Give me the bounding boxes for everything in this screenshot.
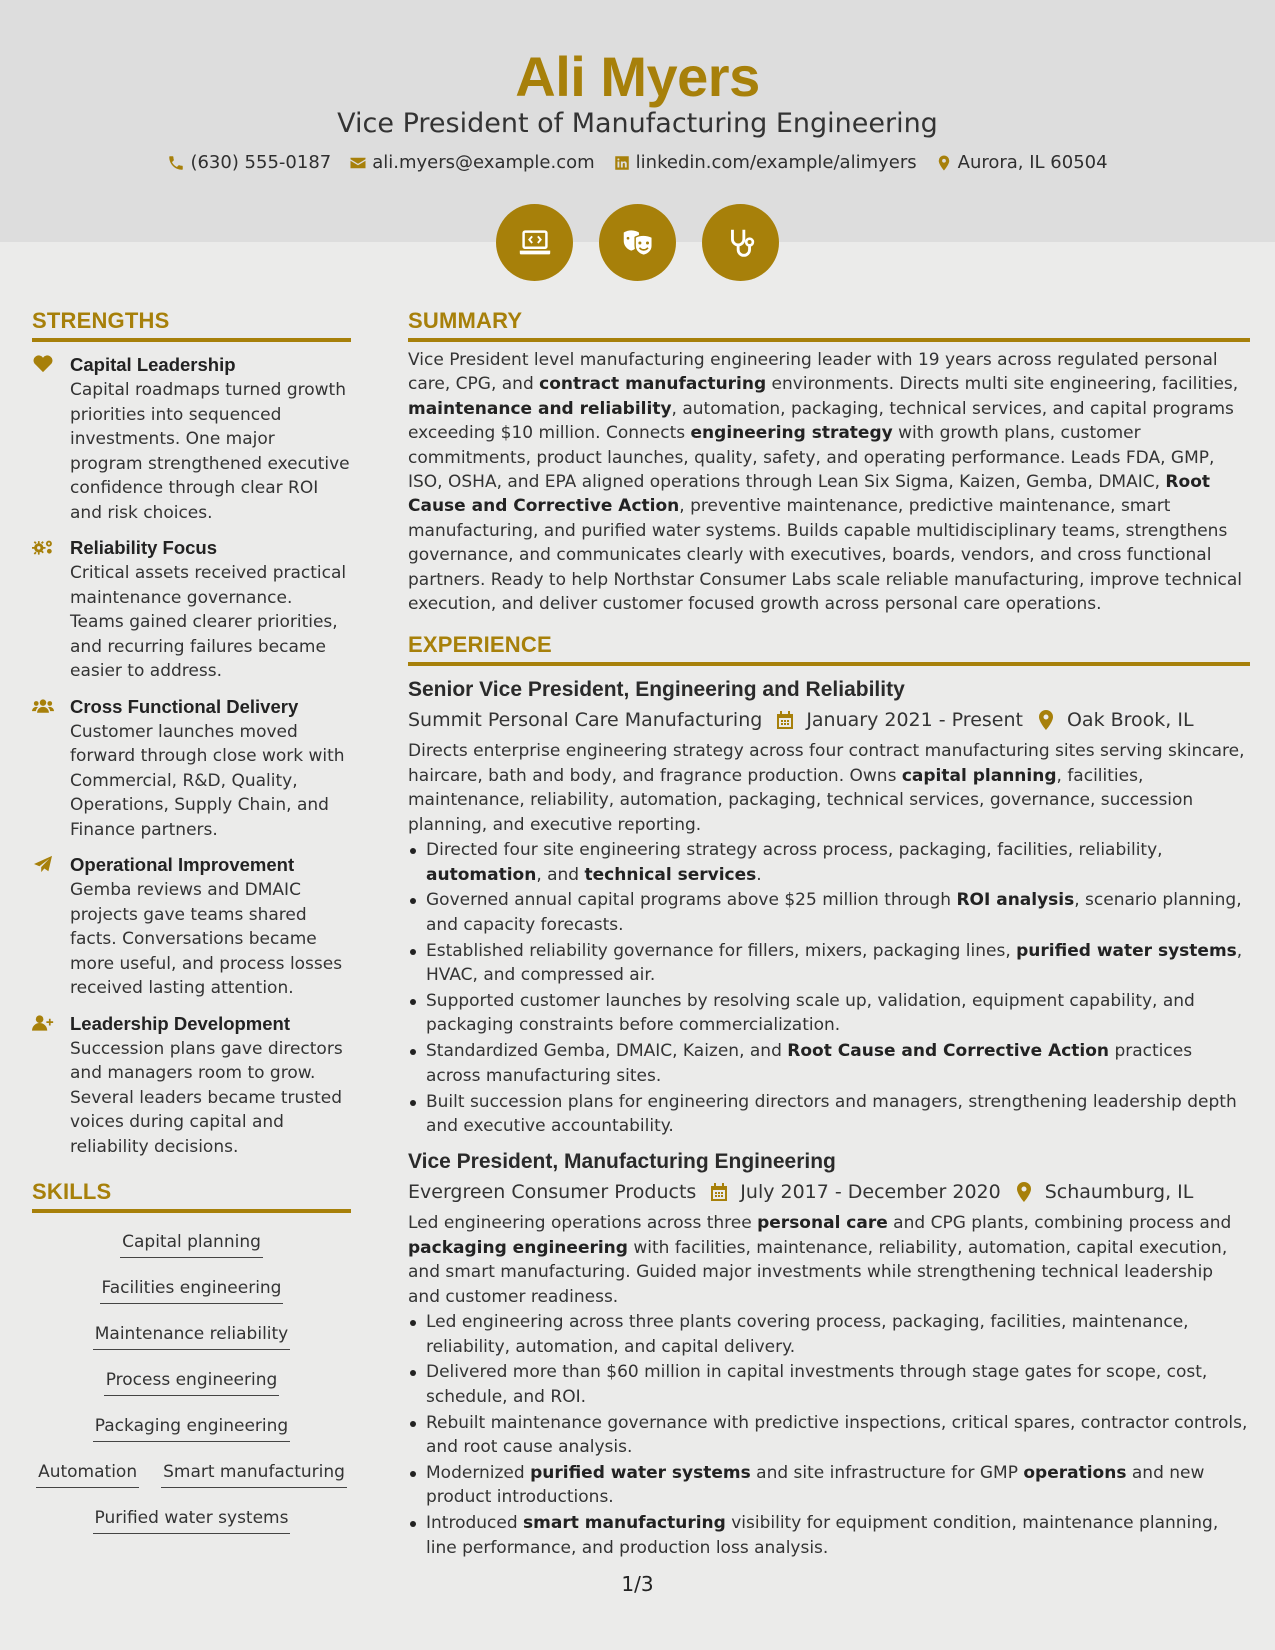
strength-title: Reliability Focus: [70, 537, 218, 558]
contact-email[interactable]: [349, 152, 594, 173]
interest-icons: [0, 204, 1275, 281]
strength-desc: Gemba reviews and DMAIC projects gave teams shared facts. Conversations became more useful, and process losses received lasting attention.: [70, 880, 343, 998]
strength-item: [32, 352, 351, 525]
paper-plane-icon: [32, 852, 58, 1001]
bullet-item: Modernized purified water systems and site infrastructure for GMP operations and new product introductions.: [408, 1461, 1250, 1510]
bullet-item: Built succession plans for engineering directors and managers, strengthening leadership depth and executive accountability.: [408, 1090, 1250, 1139]
strength-title: Leadership Development: [70, 1012, 291, 1034]
strength-desc: Customer launches moved forward through close work with Commercial, R&D, Quality, Operations, Supply Chain, and Finance partners.: [70, 721, 345, 840]
contact-linkedin[interactable]: [613, 152, 917, 173]
laptop-code-icon: [496, 204, 573, 281]
right-column: [408, 308, 1250, 1562]
strength-desc: Critical assets received practical maintenance governance. Teams gained clearer priorities, and recurring failures became easier to address.: [70, 563, 347, 681]
skill-tag: Capital planning: [120, 1231, 263, 1258]
candidate-name: Ali Myers: [515, 45, 760, 108]
skill-tag: Maintenance reliability: [93, 1323, 291, 1350]
user-plus-icon: [32, 1011, 58, 1160]
job-description: Led engineering operations across three personal care and CPG plants, combining process and packaging engineering with facilities, maintenance, reliability, automation, capital execution, and smart manufacturing. Guided major investments while strengthening technical leadership and customer readiness.: [408, 1213, 1232, 1307]
strength-title: Capital Leadership: [70, 354, 236, 375]
job-title: Vice President, Manufacturing Engineering: [408, 1150, 836, 1174]
strength-item: [32, 852, 351, 1001]
linkedin-text: linkedin.com/example/alimyers: [635, 152, 917, 173]
email-text: ali.myers@example.com: [372, 152, 595, 173]
page-number: 1/3: [621, 1572, 654, 1596]
strength-title: Cross Functional Delivery: [70, 695, 299, 717]
bullet-item: Supported customer launches by resolving scale up, validation, equipment capability, and packaging constraints before commercialization.: [408, 989, 1250, 1038]
job-bullets: [408, 1310, 1250, 1560]
job-company: Evergreen Consumer Products: [408, 1181, 697, 1204]
theater-masks-icon: [599, 204, 676, 281]
users-icon: [32, 694, 58, 843]
left-column: [32, 308, 351, 1534]
job-meta: [408, 1179, 1250, 1205]
location-text: Aurora, IL 60504: [957, 152, 1108, 173]
skill-tag: Facilities engineering: [100, 1277, 284, 1304]
skill-tag: Packaging engineering: [93, 1415, 290, 1442]
strength-item: [32, 694, 351, 843]
contact-bar: [0, 152, 1275, 173]
phone-text: (630) 555-0187: [190, 152, 332, 173]
gears-icon: [32, 535, 58, 684]
job-company: Summit Personal Care Manufacturing: [408, 709, 763, 732]
bullet-item: Standardized Gemba, DMAIC, Kaizen, and Root Cause and Corrective Action practices across manufacturing sites.: [408, 1039, 1250, 1088]
job-meta: [408, 707, 1250, 733]
job-bullets: [408, 838, 1250, 1138]
job-location: Schaumburg, IL: [1044, 1181, 1194, 1204]
job-title: Senior Vice President, Engineering and Reliability: [408, 678, 905, 702]
strength-desc: Succession plans gave directors and managers room to grow. Several leaders became trusted voices during capital and reliability decisions.: [70, 1038, 343, 1157]
summary-text: Vice President level manufacturing engineering leader with 19 years across regulated personal care, CPG, and contract manufacturing environments. Directs multi site engineering, facilities, maintenance and reliability, automation, packaging, technical services, and capital programs exceeding $10 million. Connects engineering strategy with growth plans, customer commitments, product launches, quality, safety, and operating performance. Leads FDA, GMP, ISO, OSHA, and EPA aligned operations through Lean Six Sigma, Kaizen, Gemba, DMAIC, Root Cause and Corrective Action, preventive maintenance, predictive maintenance, smart manufacturing, and purified water systems. Builds capable multidisciplinary teams, strengthens governance, and communicates clearly with executives, boards, vendors, and cross functional partners. Ready to help Northstar Consumer Labs scale reliable manufacturing, improve technical execution, and deliver customer focused growth across personal care operations.: [408, 350, 1243, 615]
calendar-icon: [710, 1182, 728, 1202]
map-pin-icon: [935, 154, 953, 172]
stethoscope-icon: [702, 204, 779, 281]
job-dates: July 2017 - December 2020: [740, 1181, 1001, 1204]
bullet-item: Introduced smart manufacturing visibility for equipment condition, maintenance planning, line performance, and production loss analysis.: [408, 1511, 1250, 1560]
strength-item: [32, 1011, 351, 1160]
linkedin-icon: [613, 154, 631, 172]
skills-list: [32, 1213, 351, 1534]
job-entry: [408, 1148, 1250, 1560]
skills-heading: SKILLS: [32, 1179, 351, 1213]
contact-location: [935, 152, 1108, 173]
bullet-item: Directed four site engineering strategy across process, packaging, facilities, reliability, automation, and technical services.: [408, 838, 1250, 887]
experience-heading: EXPERIENCE: [408, 632, 1250, 666]
skill-tag: Process engineering: [104, 1369, 280, 1396]
skill-tag: Smart manufacturing: [161, 1461, 347, 1488]
envelope-icon: [349, 154, 367, 172]
bullet-item: Established reliability governance for fillers, mixers, packaging lines, purified water systems, HVAC, and compressed air.: [408, 939, 1250, 988]
summary-heading: SUMMARY: [408, 308, 1250, 342]
job-dates: January 2021 - Present: [806, 709, 1023, 732]
skill-tag: Automation: [36, 1461, 139, 1488]
bullet-item: Led engineering across three plants covering process, packaging, facilities, maintenance, reliability, automation, and capital delivery.: [408, 1310, 1250, 1359]
phone-icon: [167, 154, 185, 172]
job-description: Directs enterprise engineering strategy across four contract manufacturing sites serving skincare, haircare, bath and body, and fragrance production. Owns capital planning, facilities, maintenance, reliability, automation, packaging, technical services, governance, succession planning, and executive reporting.: [408, 741, 1245, 835]
map-pin-icon: [1015, 1182, 1033, 1202]
job-location: Oak Brook, IL: [1066, 709, 1194, 732]
candidate-title: Vice President of Manufacturing Engineering: [337, 108, 938, 139]
calendar-icon: [776, 710, 794, 730]
strength-item: [32, 535, 351, 684]
bullet-item: Delivered more than $60 million in capital investments through stage gates for scope, cost, schedule, and ROI.: [408, 1360, 1250, 1409]
bullet-item: Rebuilt maintenance governance with predictive inspections, critical spares, contractor controls, and root cause analysis.: [408, 1411, 1250, 1460]
bullet-item: Governed annual capital programs above $25 million through ROI analysis, scenario planning, and capacity forecasts.: [408, 888, 1250, 937]
heart-icon: [32, 352, 58, 525]
map-pin-icon: [1037, 710, 1055, 730]
strength-desc: Capital roadmaps turned growth priorities into sequenced investments. One major program strengthened executive confidence through clear ROI and risk choices.: [70, 380, 350, 523]
job-entry: [408, 676, 1250, 1138]
strength-title: Operational Improvement: [70, 854, 295, 875]
skill-tag: Purified water systems: [93, 1507, 291, 1534]
strengths-heading: STRENGTHS: [32, 308, 351, 342]
contact-phone[interactable]: [167, 152, 331, 173]
